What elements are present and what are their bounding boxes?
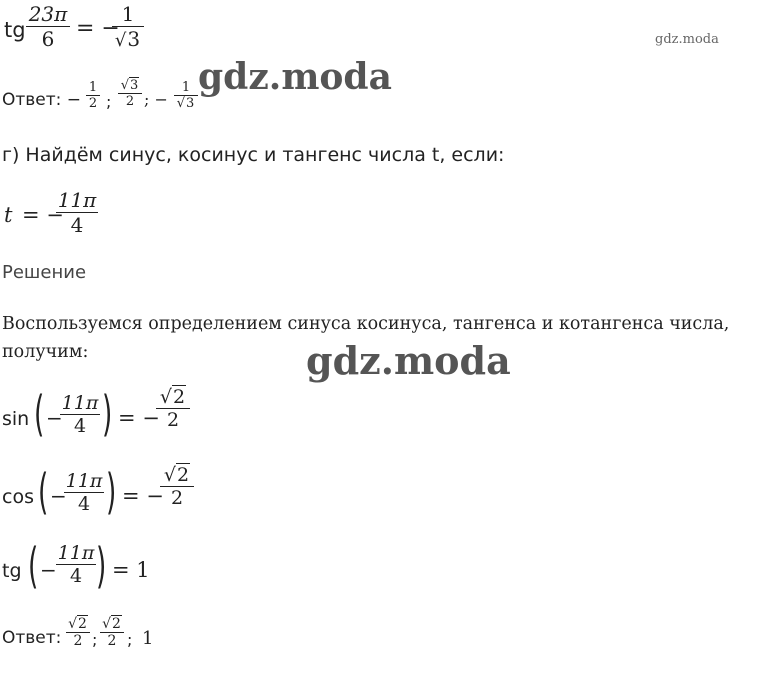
equals-minus: = − bbox=[22, 203, 64, 227]
watermark-big-2: gdz.moda bbox=[306, 338, 511, 383]
fraction-numerator: 23π bbox=[28, 2, 68, 26]
equals-minus: = − bbox=[76, 16, 120, 41]
sqrt-radicand: 3 bbox=[127, 27, 141, 51]
fraction-1-over-2: 1 2 bbox=[86, 80, 100, 111]
solution-heading: Решение bbox=[2, 262, 87, 283]
separator: ; bbox=[92, 630, 98, 649]
left-paren-icon: ( bbox=[38, 464, 49, 520]
right-paren-icon: ) bbox=[96, 538, 107, 594]
fraction-sqrt2-over-2: √2 2 bbox=[66, 616, 90, 649]
fraction-sqrt2-over-2: √2 2 bbox=[156, 386, 190, 431]
right-paren-icon: ) bbox=[106, 464, 117, 520]
fraction-denominator: 6 bbox=[41, 27, 55, 51]
separator-minus: ; − bbox=[144, 90, 168, 109]
equals-minus: = − bbox=[122, 484, 164, 508]
fraction-11pi-over-4: 11π 4 bbox=[57, 542, 95, 587]
fraction-11pi-over-4: 11π 4 bbox=[65, 470, 103, 515]
watermark-small: gdz.moda bbox=[655, 32, 719, 47]
separator: ; bbox=[106, 92, 112, 111]
watermark-big-1: gdz.moda bbox=[198, 56, 392, 98]
inner-minus: − bbox=[50, 484, 67, 508]
fraction-11pi-over-4: 11π 4 bbox=[61, 392, 99, 437]
tg-function-label: tg bbox=[2, 560, 22, 582]
tg-function-label: tg bbox=[4, 18, 26, 42]
answer-label: Ответ: − bbox=[2, 90, 82, 110]
right-paren-icon: ) bbox=[102, 386, 113, 442]
separator: ; bbox=[127, 630, 133, 649]
cos-function-label: cos bbox=[2, 486, 34, 508]
task-g-text: г) Найдём синус, косинус и тангенс числа t, если: bbox=[2, 144, 505, 166]
fraction-1-over-sqrt3: 1 √3 bbox=[112, 2, 144, 51]
fraction-11pi-over-4: 11π 4 bbox=[57, 188, 97, 237]
solution-text-line-1: Воспользуемся определением синуса косинуса, тангенса и котангенса числа, bbox=[2, 314, 730, 334]
variable-t: t bbox=[4, 203, 13, 227]
fraction-sqrt2-over-2: √2 2 bbox=[160, 464, 194, 509]
inner-minus: − bbox=[40, 558, 57, 582]
answer-value-1: 1 bbox=[142, 628, 154, 649]
sin-function-label: sin bbox=[2, 408, 30, 430]
fraction-sqrt2-over-2: √2 2 bbox=[100, 616, 124, 649]
equals-minus: = − bbox=[118, 406, 160, 430]
fraction-1-over-sqrt3: 1 √3 bbox=[174, 80, 198, 111]
fraction-sqrt3-over-2: √3 2 bbox=[118, 78, 142, 109]
left-paren-icon: ( bbox=[34, 386, 45, 442]
solution-text-line-2: получим: bbox=[2, 342, 89, 362]
fraction-numerator: 1 bbox=[121, 2, 135, 26]
left-paren-icon: ( bbox=[28, 538, 39, 594]
fraction-23pi-over-6 bbox=[26, 2, 70, 51]
inner-minus: − bbox=[46, 406, 63, 430]
answer-label: Ответ: bbox=[2, 628, 62, 648]
equals-one: = 1 bbox=[112, 558, 150, 582]
